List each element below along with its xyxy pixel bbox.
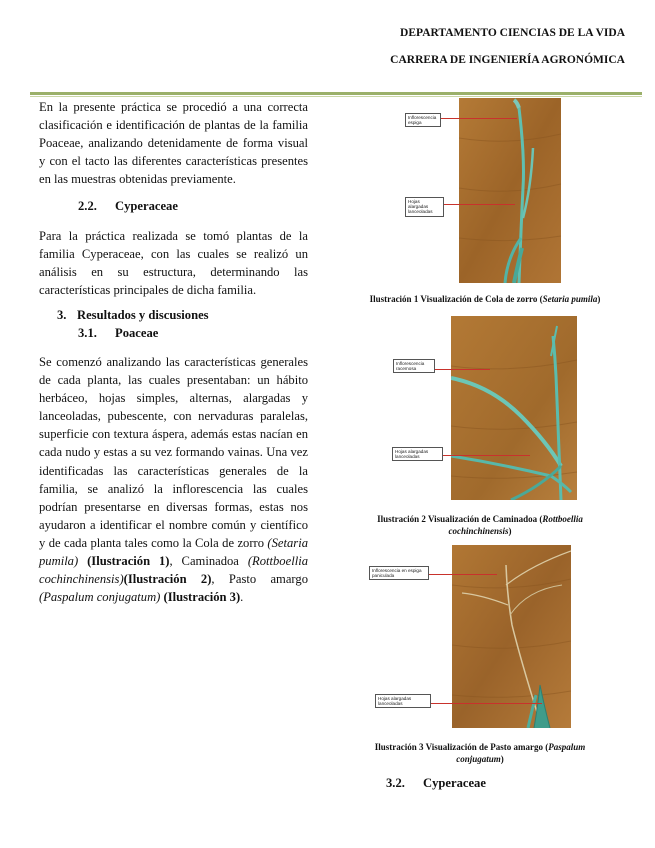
- header-department: DEPARTAMENTO CIENCIAS DE LA VIDA: [400, 27, 625, 39]
- figure-2-label-leaves: Hojas alargadas lanceoladas: [392, 447, 443, 461]
- section-title: Resultados y discusiones: [77, 308, 209, 322]
- section-number: 3.: [57, 308, 67, 322]
- caption-text: Ilustración 3 Visualización de Pasto amargo (: [374, 742, 549, 752]
- figure-3-caption: [360, 741, 600, 765]
- text-run: .: [240, 590, 244, 605]
- pointer-line: [440, 204, 515, 205]
- caption-text: ): [500, 754, 504, 764]
- pointer-line: [437, 118, 517, 119]
- pointer-line: [432, 369, 490, 370]
- species-name: (Setaria pumila): [39, 535, 308, 569]
- figure-ref: (Ilustración 2): [123, 572, 212, 587]
- figure-1-photo: [459, 98, 561, 283]
- section-2-2-heading: [78, 199, 178, 214]
- setaria-plant-image: [459, 98, 561, 283]
- pointer-line: [430, 703, 542, 704]
- figure-3-label-inflorescence: Inflorescencia en espiga paniculada: [369, 566, 429, 580]
- section-3-1-heading: [78, 326, 158, 341]
- section-title: Poaceae: [115, 326, 159, 340]
- paragraph-intro: En la presente práctica se procedió a una correcta clasificación e identificación de plantas de la familia Poaceae, analizando detenidamente de forma visual y con el tacto las diferentes características presentes en las muestras obtenidas previamente.: [39, 100, 308, 187]
- pointer-line: [440, 455, 530, 456]
- section-number: 3.2.: [386, 776, 405, 790]
- section-number: 3.1.: [78, 326, 97, 340]
- figure-ref: (Ilustración 3): [163, 590, 241, 605]
- caption-species: Setaria pumila: [542, 294, 598, 304]
- figure-ref: (Ilustración 1): [87, 554, 170, 569]
- header-rule-thin: [30, 96, 642, 97]
- caption-species: Rottboellia cochinchinensis: [448, 514, 583, 536]
- figure-2-photo: [451, 316, 577, 500]
- paragraph-cyperaceae: Para la práctica realizada se tomó plantas de la familia Cyperaceae, con las cuales se realizó un análisis en su estructura, determinando las características principales de dicha familia.: [39, 229, 308, 298]
- species-name: (Rottboellia cochinchinensis): [39, 554, 308, 587]
- figure-1-label-inflorescence: Inflorescencia espiga: [405, 113, 441, 127]
- species-name: (Paspalum conjugatum): [39, 590, 161, 605]
- rottboellia-plant-image: [451, 316, 577, 500]
- caption-species: Paspalum conjugatum: [456, 742, 586, 764]
- paragraph-results: [39, 353, 308, 606]
- caption-text: ): [508, 526, 512, 536]
- figure-1-label-leaves: Hojas alargadas lanceoladas: [405, 197, 444, 217]
- header-rule: [30, 92, 642, 95]
- text-run: Se comenzó analizando las características generales de cada planta, las cuales presentaban: un hábito herbáceo, hojas simples, alternas, alargadas y lanceoladas, pubescente, con nervaduras paralelas, superficie con textura áspera, además estas nacían en cada nudo y estas a su vez formando vainas. Una vez identificadas las características generales de la familia, se analizó la inflorescencia las cuales podrían presentarse en diversas formas, estas nos ayudaron a identificar el nombre común y científico y de cada planta tales como la Cola de zorro: [39, 355, 308, 550]
- caption-text: Ilustración 1 Visualización de Cola de zorro (: [369, 294, 543, 304]
- section-3-2-heading: [386, 776, 486, 791]
- figure-1-caption: [340, 293, 630, 305]
- figure-3-label-leaves: Hojas alargadas lanceoladas: [375, 694, 431, 708]
- figure-3-photo: [452, 545, 571, 728]
- header-career: CARRERA DE INGENIERÍA AGRONÓMICA: [390, 54, 625, 66]
- section-title: Cyperaceae: [115, 199, 178, 213]
- caption-text: Ilustración 2 Visualización de Caminadoa (: [377, 514, 543, 524]
- section-number: 2.2.: [78, 199, 97, 213]
- figure-2-label-inflorescence: Inflorescencia racemosa: [393, 359, 435, 373]
- text-run: , Caminadoa: [169, 554, 248, 569]
- figure-2-caption: [360, 513, 600, 537]
- caption-text: ): [597, 294, 601, 304]
- paspalum-plant-image: [452, 545, 571, 728]
- pointer-line: [427, 574, 497, 575]
- text-run: , Pasto amargo: [211, 572, 308, 587]
- section-3-heading: [57, 308, 209, 323]
- section-title: Cyperaceae: [423, 776, 486, 790]
